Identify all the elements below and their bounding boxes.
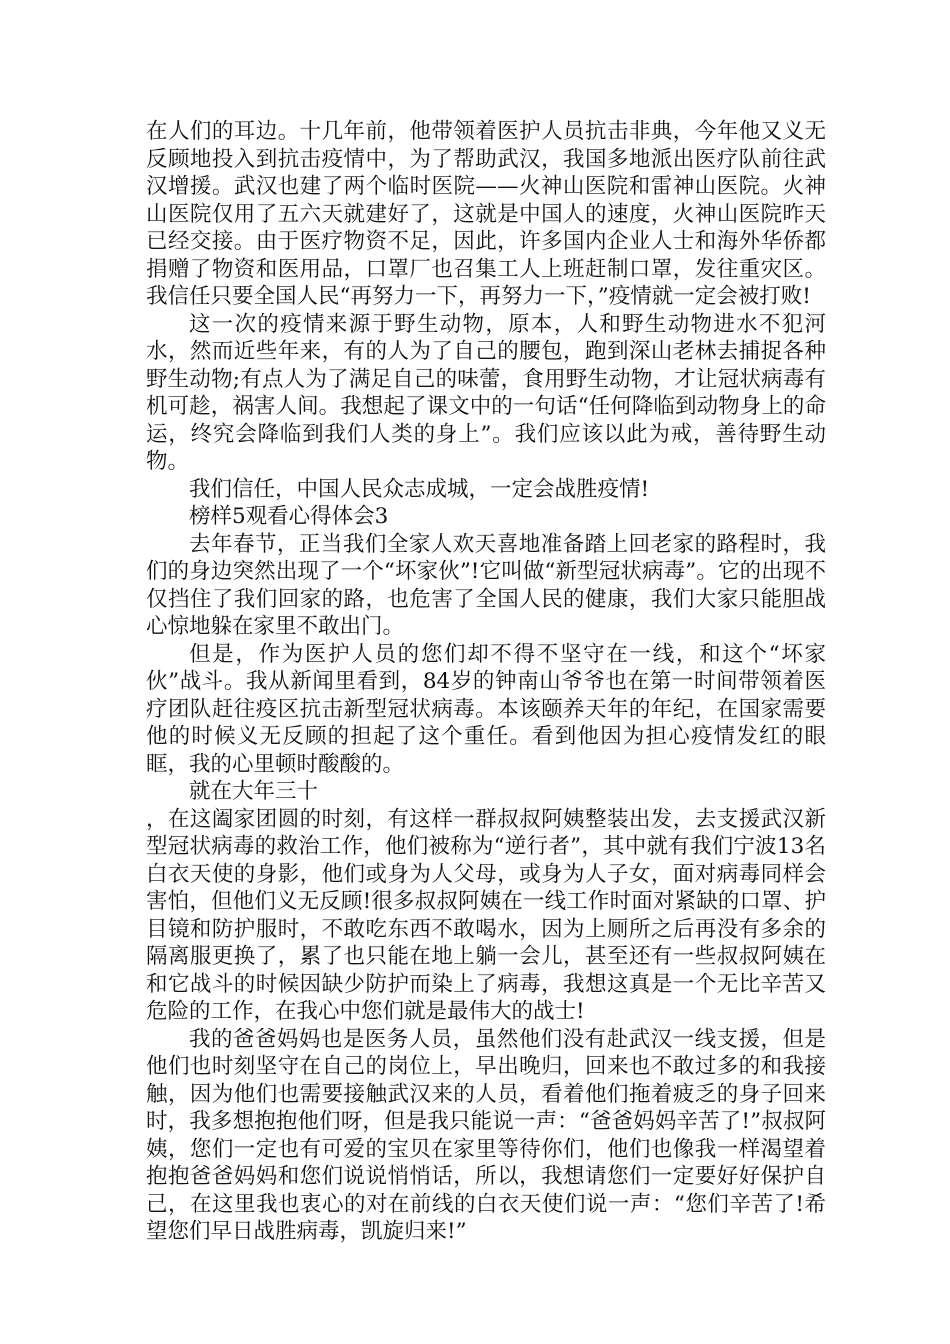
paragraph-6: 但是，作为医护人员的您们却不得不坚守在一线，和这个“坏家伙”战斗。我从新闻里看到，84岁的钟南山爷爷也在第一时间带领着医疗团队赶往疫区抗击新型冠状病毒。本该颐养天年的年纪，在国家需要他的时候义无反顾的担起了这个重任。看到他因为担心疫情发红的眼眶，我的心里顿时酸酸的。 xyxy=(146,641,826,777)
paragraph-1: 在人们的耳边。十几年前，他带领着医护人员抗击非典，今年他又义无反顾地投入到抗击疫情中，为了帮助武汉，我国多地派出医疗队前往武汉增援。武汉也建了两个临时医院——火神山医院和雷神山医院。火神山医院仅用了五六天就建好了，这就是中国人的速度，火神山医院昨天已经交接。由于医疗物资不足，因此，许多国内企业人士和海外华侨都捐赠了物资和医用品，口罩厂也召集工人上班赶制口罩，发往重灾区。我信任只要全国人民“再努力一下，再努力一下，”疫情就一定会被打败! xyxy=(146,119,826,309)
section-heading: 榜样5观看心得体会3 xyxy=(189,504,389,529)
paragraph-5: 去年春节，正当我们全家人欢天喜地准备踏上回老家的路程时，我们的身边突然出现了一个“坏家伙”!它叫做“新型冠状病毒”。它的出现不仅挡住了我们回家的路，也危害了全国人民的健康，我们大家只能胆战心惊地躲在家里不敢出门。 xyxy=(146,531,826,639)
paragraph-7: 就在大年三十 xyxy=(189,779,319,804)
paragraph-2: 这一次的疫情来源于野生动物，原本，人和野生动物进水不犯河水，然而近些年来，有的人为了自己的腰包，跑到深山老林去捕捉各种野生动物;有点人为了满足自己的味蕾，食用野生动物，才让冠状病毒有机可趁，祸害人间。我想起了课文中的一句话“任何降临到动物身上的命运，终究会降临到我们人类的身上”。我们应该以此为戒，善待野生动物。 xyxy=(146,311,826,474)
document-body xyxy=(146,118,826,1246)
paragraph-9: 我的爸爸妈妈也是医务人员，虽然他们没有赴武汉一线支援，但是他们也时刻坚守在自己的岗位上，早出晚归，回来也不敢过多的和我接触，因为他们也需要接触武汉来的人员，看着他们拖着疲乏的身子回来时，我多想抱抱他们呀，但是我只能说一声：“爸爸妈妈辛苦了!”叔叔阿姨，您们一定也有可爱的宝贝在家里等待你们，他们也像我一样渴望着抱抱爸爸妈妈和您们说说悄悄话，所以，我想请您们一定要好好保护自己，在这里我也衷心的对在前线的白衣天使们说一声：“您们辛苦了!希望您们早日战胜病毒，凯旋归来!” xyxy=(146,1026,826,1244)
paragraph-3: 我们信任，中国人民众志成城，一定会战胜疫情! xyxy=(189,476,650,502)
paragraph-8: ，在这阖家团圆的时刻，有这样一群叔叔阿姨整装出发，去支援武汉新型冠状病毒的救治工作，他们被称为“逆行者”，其中就有我们宁波13名白衣天使的身影，他们或身为人父母，或身为人子女，面对病毒同样会害怕，但他们义无反顾!很多叔叔阿姨在一线工作时面对紧缺的口罩、护目镜和防护服时，不敢吃东西不敢喝水，因为上厕所之后再没有多余的隔离服更换了，累了也只能在地上躺一会儿，甚至还有一些叔叔阿姨在和它战斗的时候因缺少防护而染上了病毒，我想这真是一个无比辛苦又危险的工作，在我心中您们就是最伟大的战士! xyxy=(146,806,826,1024)
